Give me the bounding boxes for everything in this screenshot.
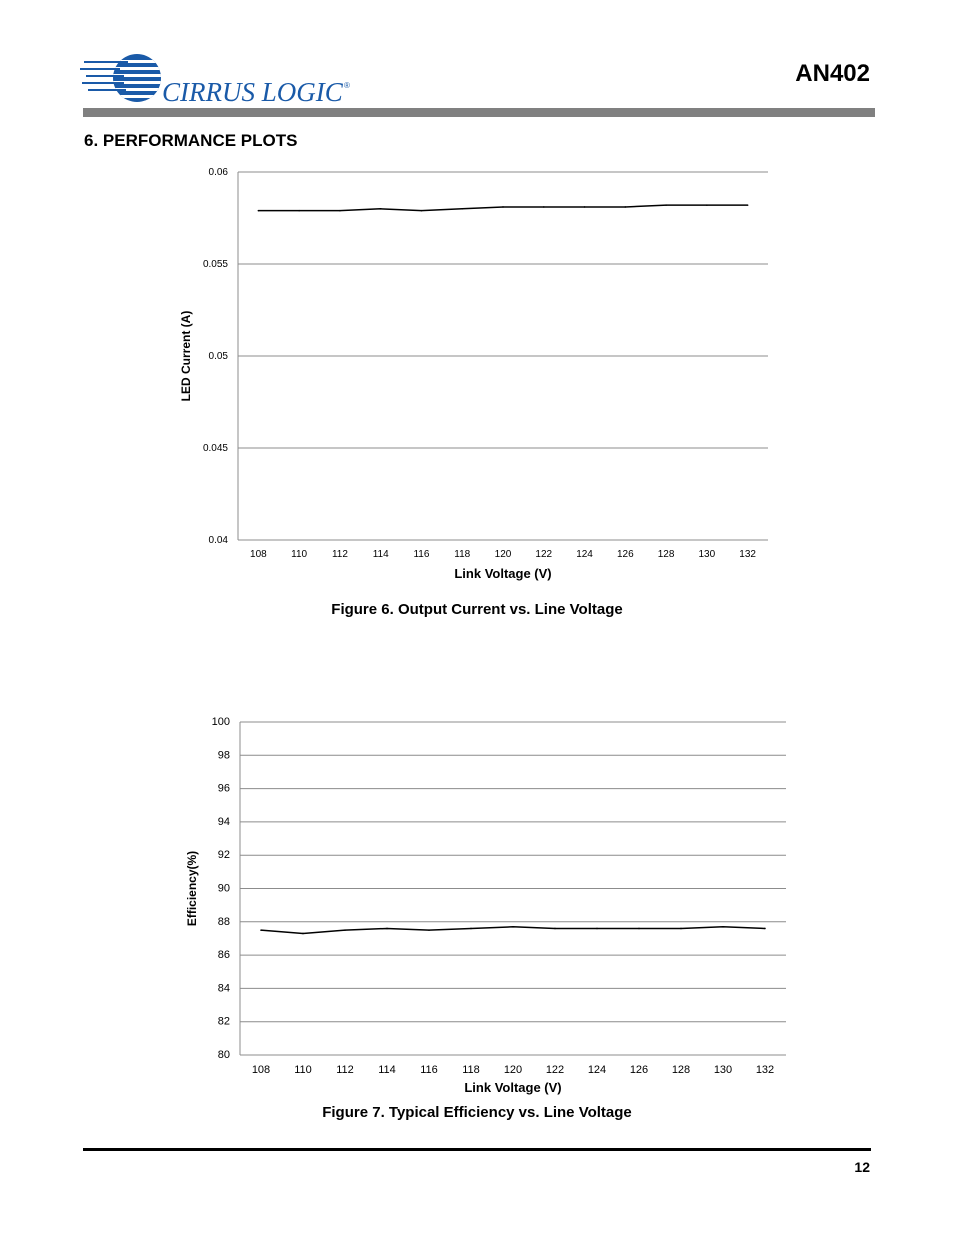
y-tick-label: 80 bbox=[217, 1049, 230, 1061]
y-tick-label: 88 bbox=[217, 915, 230, 928]
x-axis-label: Link Voltage (V) bbox=[454, 566, 552, 581]
data-point bbox=[260, 929, 262, 931]
document-id: AN402 bbox=[795, 60, 870, 87]
data-point bbox=[461, 208, 463, 210]
y-tick-label: 0.055 bbox=[202, 259, 228, 270]
y-tick-label: 90 bbox=[217, 882, 230, 895]
data-point bbox=[298, 210, 300, 212]
y-axis-label: Efficiency(%) bbox=[185, 850, 199, 927]
data-point bbox=[470, 928, 472, 930]
chart-efficiency-svg bbox=[170, 710, 810, 1100]
data-point bbox=[680, 928, 682, 930]
x-tick-label: 126 bbox=[629, 1064, 649, 1076]
chart-efficiency bbox=[170, 710, 810, 1100]
y-tick-label: 94 bbox=[217, 815, 230, 828]
data-point bbox=[747, 204, 749, 206]
series-line bbox=[261, 927, 765, 934]
x-tick-label: 132 bbox=[755, 1064, 775, 1076]
y-tick-label: 92 bbox=[217, 849, 230, 862]
cirrus-logic-logo bbox=[80, 52, 360, 108]
data-point bbox=[502, 206, 504, 208]
data-point bbox=[584, 206, 586, 208]
y-tick-label: 96 bbox=[217, 782, 230, 795]
data-point bbox=[596, 928, 598, 930]
x-tick-label: 110 bbox=[294, 1064, 312, 1076]
x-tick-label: 110 bbox=[291, 549, 308, 560]
data-point bbox=[258, 210, 260, 212]
header-rule bbox=[83, 108, 875, 117]
logo-mark-icon bbox=[80, 52, 360, 108]
data-point bbox=[512, 926, 514, 928]
y-tick-label: 0.04 bbox=[208, 535, 228, 546]
x-tick-label: 130 bbox=[698, 549, 716, 560]
x-tick-label: 112 bbox=[336, 1064, 354, 1076]
y-tick-label: 98 bbox=[217, 749, 230, 762]
section-title: 6. PERFORMANCE PLOTS bbox=[84, 131, 298, 150]
y-tick-label: 82 bbox=[217, 1015, 230, 1028]
series-line bbox=[258, 205, 747, 211]
x-tick-label: 108 bbox=[250, 549, 267, 560]
footer-rule bbox=[83, 1148, 871, 1151]
y-tick-label: 0.05 bbox=[208, 351, 228, 362]
data-point bbox=[380, 208, 382, 210]
x-tick-label: 108 bbox=[251, 1064, 271, 1076]
x-tick-label: 132 bbox=[739, 549, 756, 560]
x-tick-label: 124 bbox=[587, 1064, 607, 1076]
x-tick-label: 118 bbox=[454, 549, 471, 560]
page-number: 12 bbox=[854, 1159, 870, 1175]
chart-output-current bbox=[170, 160, 790, 590]
data-point bbox=[764, 928, 766, 930]
y-tick-label: 86 bbox=[217, 949, 230, 962]
data-point bbox=[706, 204, 708, 206]
data-point bbox=[428, 929, 430, 931]
brand-name: CIRRUS LOGIC bbox=[162, 77, 343, 107]
x-tick-label: 128 bbox=[657, 549, 675, 560]
y-tick-label: 100 bbox=[211, 716, 230, 728]
x-tick-label: 130 bbox=[713, 1064, 733, 1076]
y-tick-label: 84 bbox=[217, 982, 230, 995]
data-point bbox=[543, 206, 545, 208]
x-axis-label: Link Voltage (V) bbox=[464, 1080, 562, 1095]
x-tick-label: 112 bbox=[331, 549, 348, 560]
x-tick-label: 120 bbox=[494, 549, 512, 560]
x-tick-label: 120 bbox=[503, 1064, 523, 1076]
data-point bbox=[638, 928, 640, 930]
data-point bbox=[665, 204, 667, 206]
figure-6-caption: Figure 6. Output Current vs. Line Voltage bbox=[331, 601, 623, 618]
x-tick-label: 122 bbox=[535, 549, 553, 560]
data-point bbox=[344, 929, 346, 931]
data-point bbox=[554, 928, 556, 930]
figure-7-caption: Figure 7. Typical Efficiency vs. Line Voltage bbox=[322, 1104, 632, 1121]
data-point bbox=[421, 210, 423, 212]
data-point bbox=[302, 933, 304, 935]
x-tick-label: 116 bbox=[413, 549, 430, 560]
chart-output-current-svg bbox=[170, 160, 790, 590]
y-axis-label: LED Current (A) bbox=[179, 310, 193, 402]
x-tick-label: 128 bbox=[671, 1064, 691, 1076]
x-tick-label: 118 bbox=[462, 1064, 480, 1076]
data-point bbox=[386, 928, 388, 930]
data-point bbox=[625, 206, 627, 208]
x-tick-label: 114 bbox=[378, 1064, 396, 1076]
x-tick-label: 114 bbox=[372, 549, 389, 560]
data-point bbox=[722, 926, 724, 928]
y-tick-label: 0.06 bbox=[208, 167, 228, 178]
x-tick-label: 116 bbox=[420, 1064, 438, 1076]
registered-mark: ® bbox=[344, 81, 350, 90]
x-tick-label: 122 bbox=[545, 1064, 565, 1076]
x-tick-label: 126 bbox=[616, 549, 634, 560]
x-tick-label: 124 bbox=[576, 549, 593, 560]
data-point bbox=[339, 210, 341, 212]
y-tick-label: 0.045 bbox=[202, 443, 228, 454]
